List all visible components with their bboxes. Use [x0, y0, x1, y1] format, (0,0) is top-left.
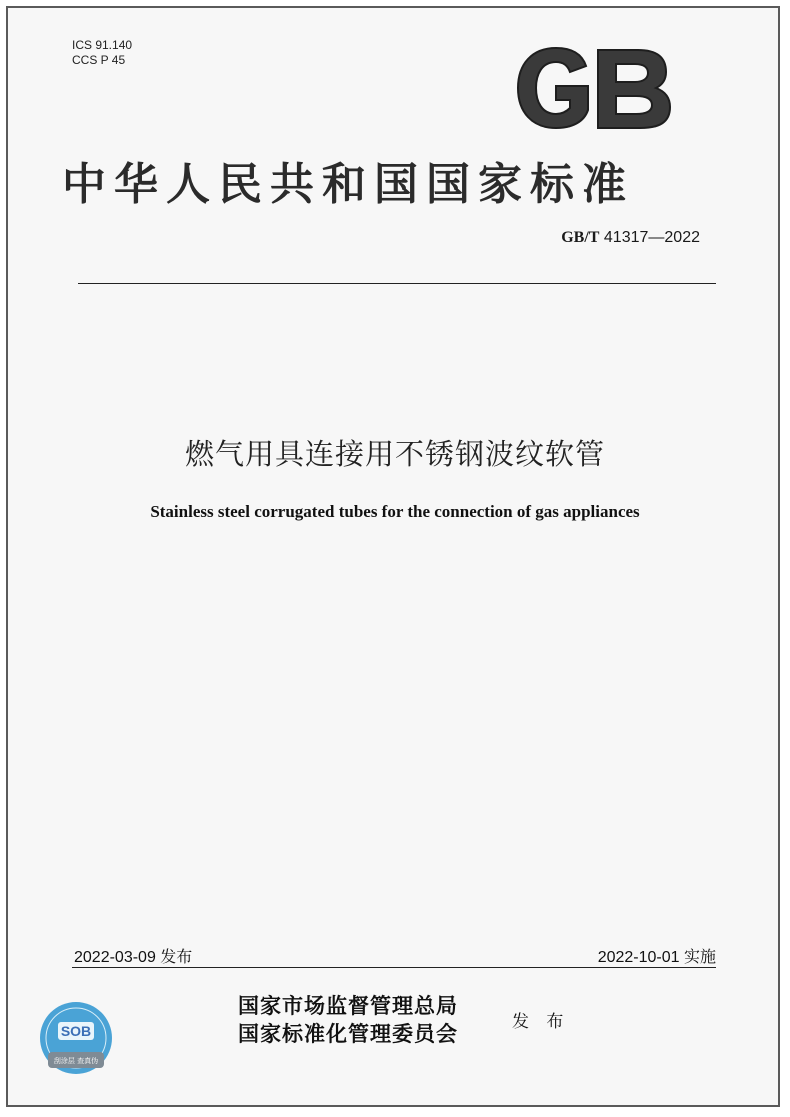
- header-divider: [78, 283, 716, 284]
- standard-number-prefix: GB/T: [561, 229, 600, 246]
- issue-date: 2022-03-09 发布: [74, 949, 193, 966]
- national-standard-title: 中华人民共和国国家标准: [62, 159, 634, 210]
- standard-title-english: Stainless steel corrugated tubes for the connection of gas appliances: [150, 502, 640, 521]
- publisher-samr: 国家市场监督管理总局: [238, 993, 458, 1018]
- standard-number-value: 41317—2022: [603, 229, 700, 246]
- standard-number: [561, 229, 700, 247]
- svg-text:SOB: SOB: [60, 1023, 92, 1039]
- ccs-code: CCS P 45: [72, 53, 126, 67]
- seal-caption: 刮涂层 查真伪: [53, 1057, 99, 1065]
- publish-label: 发 布: [512, 1012, 570, 1032]
- implementation-date: 2022-10-01 实施: [597, 949, 716, 966]
- gb-logo-icon: [512, 44, 674, 132]
- publisher-sac: 国家标准化管理委员会: [238, 1021, 458, 1046]
- ics-code: ICS 91.140: [72, 38, 133, 52]
- publishing-authorities: [238, 992, 458, 1048]
- classification-codes: [72, 38, 132, 68]
- footer-divider: [72, 967, 716, 968]
- standard-title-chinese: 燃气用具连接用不锈钢波纹软管: [184, 437, 605, 471]
- anti-counterfeit-seal-icon: [38, 1000, 114, 1076]
